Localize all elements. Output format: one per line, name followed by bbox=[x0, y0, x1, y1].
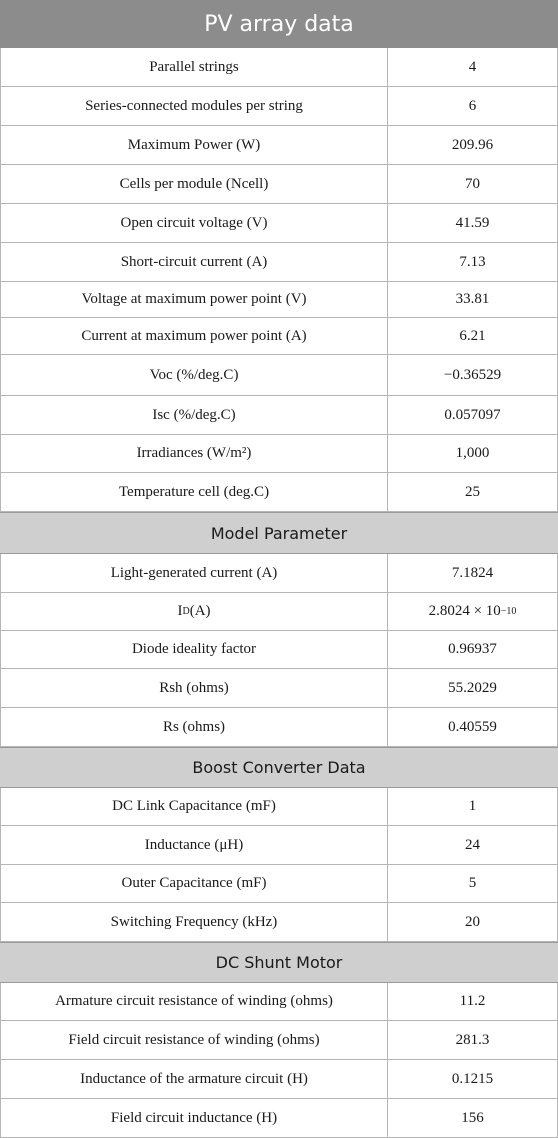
row-value: 20 bbox=[388, 903, 558, 941]
table-row bbox=[0, 48, 558, 87]
row-value: 41.59 bbox=[388, 204, 558, 242]
table-row bbox=[0, 282, 558, 318]
row-label: Current at maximum power point (A) bbox=[0, 318, 388, 354]
row-value: 6.21 bbox=[388, 318, 558, 354]
table-row bbox=[0, 355, 558, 396]
row-label: Cells per module (Ncell) bbox=[0, 165, 388, 203]
row-label: DC Link Capacitance (mF) bbox=[0, 788, 388, 825]
row-label: Armature circuit resistance of winding (ohms) bbox=[0, 983, 388, 1020]
row-value: 0.96937 bbox=[388, 631, 558, 668]
row-label: Irradiances (W/m²) bbox=[0, 435, 388, 472]
row-value: 7.1824 bbox=[388, 554, 558, 592]
section-header-pv-array bbox=[0, 0, 558, 48]
row-label: Diode ideality factor bbox=[0, 631, 388, 668]
row-value: 4 bbox=[388, 48, 558, 86]
row-value: 1 bbox=[388, 788, 558, 825]
row-label: Temperature cell (deg.C) bbox=[0, 473, 388, 511]
row-label: Light-generated current (A) bbox=[0, 554, 388, 592]
row-value: 0.40559 bbox=[388, 708, 558, 746]
row-label: Inductance (μH) bbox=[0, 826, 388, 864]
row-label: Rs (ohms) bbox=[0, 708, 388, 746]
table-row bbox=[0, 631, 558, 669]
section-title: Boost Converter Data bbox=[192, 758, 366, 777]
value-exponent: −10 bbox=[500, 606, 517, 617]
row-label: Field circuit resistance of winding (ohms) bbox=[0, 1021, 388, 1059]
table-row bbox=[0, 903, 558, 942]
label-subscript: D bbox=[182, 606, 190, 617]
table-row bbox=[0, 593, 558, 631]
table-row bbox=[0, 983, 558, 1021]
row-label: Isc (%/deg.C) bbox=[0, 396, 388, 434]
table-row bbox=[0, 243, 558, 282]
row-value: 5 bbox=[388, 865, 558, 902]
row-value: 11.2 bbox=[388, 983, 558, 1020]
row-value: 0.1215 bbox=[388, 1060, 558, 1098]
section-title: Model Parameter bbox=[210, 523, 348, 543]
table-row bbox=[0, 126, 558, 165]
row-value: 24 bbox=[388, 826, 558, 864]
row-value: 0.057097 bbox=[388, 396, 558, 434]
row-label: Voltage at maximum power point (V) bbox=[0, 282, 388, 317]
row-label bbox=[0, 593, 388, 630]
label-main: I bbox=[177, 603, 183, 619]
label-rest: (A) bbox=[189, 603, 211, 619]
row-label: Rsh (ohms) bbox=[0, 669, 388, 707]
row-value: 25 bbox=[388, 473, 558, 511]
row-label: Switching Frequency (kHz) bbox=[0, 903, 388, 941]
row-label: Maximum Power (W) bbox=[0, 126, 388, 164]
table-row bbox=[0, 165, 558, 204]
table-row bbox=[0, 826, 558, 865]
row-label: Inductance of the armature circuit (H) bbox=[0, 1060, 388, 1098]
row-value: 1,000 bbox=[388, 435, 558, 472]
table-row bbox=[0, 1060, 558, 1099]
row-label: Short-circuit current (A) bbox=[0, 243, 388, 281]
table-row bbox=[0, 204, 558, 243]
section-header-model-parameter bbox=[0, 512, 558, 554]
row-label: Parallel strings bbox=[0, 48, 388, 86]
row-value: 209.96 bbox=[388, 126, 558, 164]
table-row bbox=[0, 473, 558, 512]
row-value: 55.2029 bbox=[388, 669, 558, 707]
section-header-boost-converter bbox=[0, 747, 558, 788]
table-row bbox=[0, 708, 558, 747]
table-row bbox=[0, 788, 558, 826]
section-title: PV array data bbox=[204, 11, 354, 37]
table-row bbox=[0, 865, 558, 903]
row-value: 6 bbox=[388, 87, 558, 125]
row-value: 70 bbox=[388, 165, 558, 203]
row-label: Series-connected modules per string bbox=[0, 87, 388, 125]
section-header-dc-shunt-motor bbox=[0, 942, 558, 983]
table-row bbox=[0, 669, 558, 708]
value-main: 2.8024 × 10 bbox=[428, 603, 501, 619]
row-value: 33.81 bbox=[388, 282, 558, 317]
table-row bbox=[0, 87, 558, 126]
row-value: 156 bbox=[388, 1099, 558, 1137]
table-row bbox=[0, 396, 558, 435]
table-row bbox=[0, 435, 558, 473]
table-row bbox=[0, 1021, 558, 1060]
row-label: Field circuit inductance (H) bbox=[0, 1099, 388, 1137]
row-label: Outer Capacitance (mF) bbox=[0, 865, 388, 902]
row-value bbox=[388, 593, 558, 630]
row-label: Open circuit voltage (V) bbox=[0, 204, 388, 242]
table-row bbox=[0, 554, 558, 593]
row-value: 281.3 bbox=[388, 1021, 558, 1059]
table-row bbox=[0, 1099, 558, 1138]
row-value: −0.36529 bbox=[388, 355, 558, 395]
row-value: 7.13 bbox=[388, 243, 558, 281]
section-title: DC Shunt Motor bbox=[215, 953, 343, 972]
table-row bbox=[0, 318, 558, 355]
row-label: Voc (%/deg.C) bbox=[0, 355, 388, 395]
